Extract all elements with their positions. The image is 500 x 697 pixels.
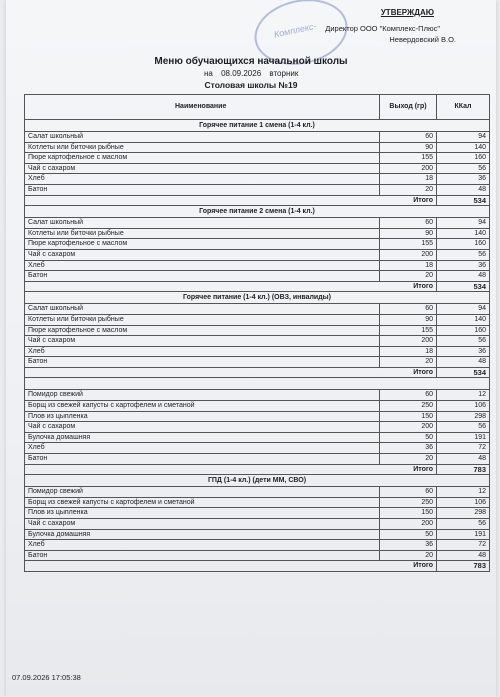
total-row bbox=[25, 367, 490, 378]
table-row bbox=[25, 260, 490, 271]
page-title: Меню обучающихся начальной школы bbox=[154, 56, 348, 67]
dish-name: Булочка домашняя bbox=[25, 432, 380, 443]
menu-sheet bbox=[6, 0, 496, 697]
dish-output: 200 bbox=[380, 249, 437, 260]
dish-output: 90 bbox=[380, 228, 437, 239]
dish-kcal: 48 bbox=[437, 454, 490, 465]
dish-name: Батон bbox=[25, 550, 380, 561]
date-line bbox=[204, 69, 304, 78]
dish-kcal: 191 bbox=[437, 529, 490, 540]
dish-name: Борщ из свежей капусты с картофелем и сметаной bbox=[25, 401, 380, 412]
table-row bbox=[25, 304, 490, 315]
dish-name: Салат школьный bbox=[25, 304, 380, 315]
dish-output: 155 bbox=[380, 239, 437, 250]
total-label: Итого bbox=[25, 464, 437, 475]
dish-output: 20 bbox=[380, 271, 437, 282]
dish-output: 90 bbox=[380, 314, 437, 325]
dish-kcal: 36 bbox=[437, 260, 490, 271]
table-row bbox=[25, 401, 490, 412]
total-kcal: 534 bbox=[437, 195, 490, 206]
dish-kcal: 160 bbox=[437, 239, 490, 250]
table-row bbox=[25, 132, 490, 143]
table-row bbox=[25, 443, 490, 454]
table-row bbox=[25, 239, 490, 250]
table-row bbox=[25, 153, 490, 164]
dish-name: Пюре картофельное с маслом bbox=[25, 153, 380, 164]
dish-kcal: 56 bbox=[437, 519, 490, 530]
dish-output: 150 bbox=[380, 508, 437, 519]
dish-output: 155 bbox=[380, 153, 437, 164]
dish-output: 18 bbox=[380, 346, 437, 357]
dish-output: 20 bbox=[380, 184, 437, 195]
dish-name: Чай с сахаром bbox=[25, 422, 380, 433]
section-header-row bbox=[25, 475, 490, 487]
dish-output: 18 bbox=[380, 174, 437, 185]
dish-name: Батон bbox=[25, 357, 380, 368]
dish-name: Батон bbox=[25, 454, 380, 465]
total-label: Итого bbox=[25, 281, 437, 292]
column-name-header: Наименование bbox=[25, 95, 380, 120]
dish-name: Батон bbox=[25, 271, 380, 282]
section-title: Горячее питание 1 смена (1-4 кл.) bbox=[25, 120, 490, 132]
dish-name: Котлеты или биточки рыбные bbox=[25, 228, 380, 239]
approve-label: УТВЕРЖДАЮ bbox=[380, 8, 434, 17]
dish-output: 200 bbox=[380, 519, 437, 530]
date-prefix: на bbox=[204, 69, 213, 78]
total-kcal: 783 bbox=[437, 561, 490, 572]
dish-name: Котлеты или биточки рыбные bbox=[25, 314, 380, 325]
section-title: Горячее питание 2 смена (1-4 кл.) bbox=[25, 206, 490, 218]
dish-kcal: 12 bbox=[437, 390, 490, 401]
total-row bbox=[25, 195, 490, 206]
table-row bbox=[25, 163, 490, 174]
dish-kcal: 298 bbox=[437, 411, 490, 422]
total-row bbox=[25, 464, 490, 475]
table-row bbox=[25, 487, 490, 498]
dish-name: Котлеты или биточки рыбные bbox=[25, 142, 380, 153]
table-row bbox=[25, 174, 490, 185]
section-header-row bbox=[25, 206, 490, 218]
dish-output: 200 bbox=[380, 336, 437, 347]
dish-kcal: 106 bbox=[437, 401, 490, 412]
dish-output: 200 bbox=[380, 422, 437, 433]
dish-kcal: 140 bbox=[437, 228, 490, 239]
total-label: Итого bbox=[25, 561, 437, 572]
dish-name: Пюре картофельное с маслом bbox=[25, 325, 380, 336]
dish-name: Плов из цыпленка bbox=[25, 508, 380, 519]
dish-kcal: 36 bbox=[437, 174, 490, 185]
total-kcal: 783 bbox=[437, 464, 490, 475]
dish-output: 155 bbox=[380, 325, 437, 336]
table-row bbox=[25, 529, 490, 540]
dish-kcal: 160 bbox=[437, 153, 490, 164]
dish-name: Хлеб bbox=[25, 443, 380, 454]
table-row bbox=[25, 325, 490, 336]
menu-weekday: вторник bbox=[269, 69, 299, 78]
dish-name: Хлеб bbox=[25, 540, 380, 551]
total-row bbox=[25, 281, 490, 292]
dish-kcal: 191 bbox=[437, 432, 490, 443]
section-title: ГПД (1-4 кл.) (дети ММ, СВО) bbox=[25, 475, 490, 487]
column-output-header: Выход (гр) bbox=[380, 95, 437, 120]
table-row bbox=[25, 218, 490, 229]
table-row bbox=[25, 550, 490, 561]
table-row bbox=[25, 249, 490, 260]
table-row bbox=[25, 390, 490, 401]
section-header-row bbox=[25, 292, 490, 304]
dish-output: 200 bbox=[380, 163, 437, 174]
dish-kcal: 72 bbox=[437, 443, 490, 454]
table-row bbox=[25, 357, 490, 368]
table-row bbox=[25, 454, 490, 465]
dish-name: Чай с сахаром bbox=[25, 163, 380, 174]
dish-output: 50 bbox=[380, 529, 437, 540]
section-header-row bbox=[25, 378, 490, 390]
section-header-row bbox=[25, 120, 490, 132]
dish-output: 90 bbox=[380, 142, 437, 153]
dish-output: 60 bbox=[380, 487, 437, 498]
print-timestamp: 07.09.2026 17:05:38 bbox=[12, 673, 81, 682]
total-label: Итого bbox=[25, 195, 437, 206]
director-label: Директор ООО "Комплекс-Плюс" bbox=[325, 24, 440, 33]
dish-output: 60 bbox=[380, 390, 437, 401]
dish-name: Борщ из свежей капусты с картофелем и сметаной bbox=[25, 497, 380, 508]
dish-kcal: 48 bbox=[437, 550, 490, 561]
dish-kcal: 48 bbox=[437, 184, 490, 195]
dish-output: 20 bbox=[380, 550, 437, 561]
dish-name: Булочка домашняя bbox=[25, 529, 380, 540]
dish-output: 18 bbox=[380, 260, 437, 271]
dish-output: 20 bbox=[380, 454, 437, 465]
dish-kcal: 94 bbox=[437, 218, 490, 229]
signer-name: Невердовский В.О. bbox=[389, 35, 456, 44]
dish-kcal: 12 bbox=[437, 487, 490, 498]
dish-kcal: 160 bbox=[437, 325, 490, 336]
dish-name: Батон bbox=[25, 184, 380, 195]
dish-output: 36 bbox=[380, 540, 437, 551]
dish-kcal: 72 bbox=[437, 540, 490, 551]
dish-name: Чай с сахаром bbox=[25, 249, 380, 260]
total-kcal: 534 bbox=[437, 281, 490, 292]
dish-name: Салат школьный bbox=[25, 218, 380, 229]
dish-name: Чай с сахаром bbox=[25, 519, 380, 530]
table-row bbox=[25, 271, 490, 282]
dish-kcal: 56 bbox=[437, 249, 490, 260]
table-row bbox=[25, 497, 490, 508]
table-row bbox=[25, 314, 490, 325]
dish-kcal: 48 bbox=[437, 271, 490, 282]
menu-date: 08.09.2026 bbox=[221, 69, 262, 78]
dish-kcal: 56 bbox=[437, 422, 490, 433]
dish-name: Плов из цыпленка bbox=[25, 411, 380, 422]
dish-name: Салат школьный bbox=[25, 132, 380, 143]
dish-output: 60 bbox=[380, 132, 437, 143]
dish-output: 250 bbox=[380, 497, 437, 508]
stamp-text: Комплекс- bbox=[272, 20, 318, 40]
dish-name: Пюре картофельное с маслом bbox=[25, 239, 380, 250]
table-row bbox=[25, 540, 490, 551]
dish-kcal: 106 bbox=[437, 497, 490, 508]
dish-kcal: 56 bbox=[437, 163, 490, 174]
dish-kcal: 94 bbox=[437, 304, 490, 315]
total-kcal: 534 bbox=[437, 367, 490, 378]
dish-kcal: 140 bbox=[437, 314, 490, 325]
table-row bbox=[25, 336, 490, 347]
table-row bbox=[25, 422, 490, 433]
table-row bbox=[25, 432, 490, 443]
dish-output: 60 bbox=[380, 218, 437, 229]
section-title: Горячее питание (1-4 кл.) (ОВЗ, инвалиды) bbox=[25, 292, 490, 304]
dish-output: 36 bbox=[380, 443, 437, 454]
dish-name: Чай с сахаром bbox=[25, 336, 380, 347]
dish-kcal: 298 bbox=[437, 508, 490, 519]
dish-kcal: 94 bbox=[437, 132, 490, 143]
dish-kcal: 48 bbox=[437, 357, 490, 368]
table-row bbox=[25, 184, 490, 195]
total-label: Итого bbox=[25, 367, 437, 378]
dish-output: 60 bbox=[380, 304, 437, 315]
dish-output: 250 bbox=[380, 401, 437, 412]
table-row bbox=[25, 346, 490, 357]
dish-kcal: 56 bbox=[437, 336, 490, 347]
dish-kcal: 36 bbox=[437, 346, 490, 357]
total-row bbox=[25, 561, 490, 572]
dish-kcal: 140 bbox=[437, 142, 490, 153]
menu-table bbox=[24, 94, 490, 572]
dish-output: 20 bbox=[380, 357, 437, 368]
dish-name: Хлеб bbox=[25, 260, 380, 271]
column-kcal-header: ККал bbox=[437, 95, 490, 120]
section-title bbox=[25, 378, 490, 390]
table-row bbox=[25, 228, 490, 239]
table-row bbox=[25, 142, 490, 153]
table-row bbox=[25, 508, 490, 519]
dish-name: Помидор свежий bbox=[25, 390, 380, 401]
dish-name: Хлеб bbox=[25, 346, 380, 357]
dish-name: Помидор свежий bbox=[25, 487, 380, 498]
dish-name: Хлеб bbox=[25, 174, 380, 185]
table-header-row bbox=[25, 95, 490, 120]
dish-output: 150 bbox=[380, 411, 437, 422]
school-name: Столовая школы №19 bbox=[204, 80, 298, 90]
table-row bbox=[25, 519, 490, 530]
table-row bbox=[25, 411, 490, 422]
dish-output: 50 bbox=[380, 432, 437, 443]
menu-table-body bbox=[25, 120, 490, 572]
